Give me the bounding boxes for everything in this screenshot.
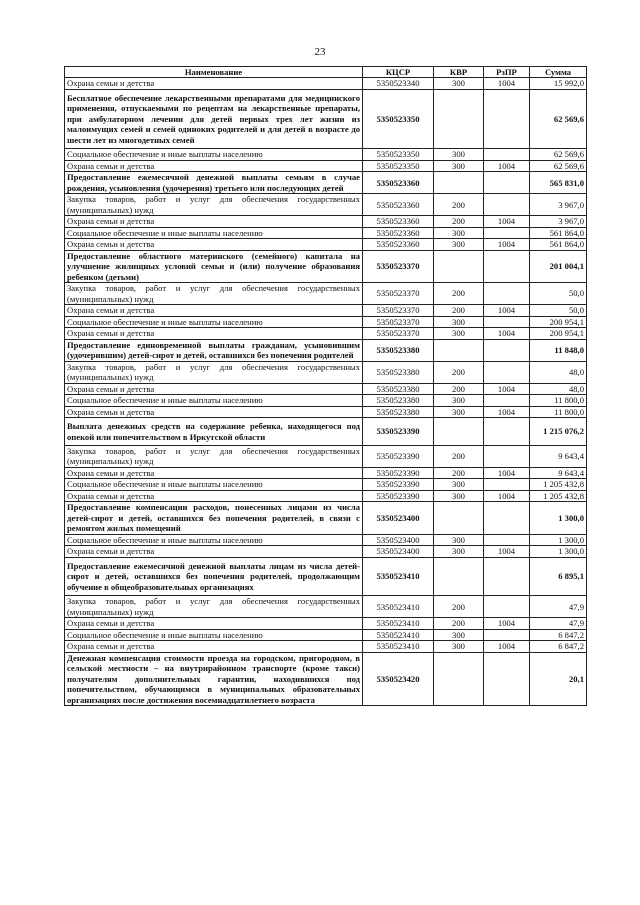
- kvr-cell: 200: [434, 305, 484, 316]
- sum-cell: 50,0: [530, 283, 587, 305]
- table-row: [65, 160, 587, 171]
- sum-cell: 1 205 432,8: [530, 479, 587, 490]
- sum-cell: 62 569,6: [530, 160, 587, 171]
- kvr-cell: [434, 172, 484, 194]
- table-row: [65, 216, 587, 227]
- sum-cell: 11 800,0: [530, 395, 587, 406]
- rzpr-cell: [484, 89, 530, 148]
- rzpr-cell: 1004: [484, 160, 530, 171]
- kvr-cell: 300: [434, 546, 484, 557]
- kvr-cell: [434, 339, 484, 361]
- name-cell: Охрана семьи и детства: [65, 160, 363, 171]
- code-cell: 5350523350: [363, 89, 434, 148]
- kvr-cell: 300: [434, 629, 484, 640]
- sum-cell: 47,9: [530, 618, 587, 629]
- name-cell: Охрана семьи и детства: [65, 328, 363, 339]
- rzpr-cell: [484, 557, 530, 595]
- table-row: [65, 395, 587, 406]
- sum-cell: 3 967,0: [530, 216, 587, 227]
- name-cell: Охрана семьи и детства: [65, 641, 363, 652]
- rzpr-cell: 1004: [484, 467, 530, 478]
- code-cell: 5350523370: [363, 250, 434, 282]
- table-row: [65, 652, 587, 705]
- sum-cell: 1 215 076,2: [530, 418, 587, 446]
- sum-cell: 48,0: [530, 383, 587, 394]
- sum-cell: 561 864,0: [530, 239, 587, 250]
- code-cell: 5350523370: [363, 328, 434, 339]
- name-cell: Социальное обеспечение и иные выплаты населению: [65, 479, 363, 490]
- table-row: [65, 250, 587, 282]
- sum-cell: 1 300,0: [530, 534, 587, 545]
- code-cell: 5350523350: [363, 149, 434, 160]
- name-cell: Закупка товаров, работ и услуг для обеспечения государственных (муниципальных) нужд: [65, 596, 363, 618]
- name-cell: Охрана семьи и детства: [65, 305, 363, 316]
- sum-cell: 1 300,0: [530, 502, 587, 534]
- name-cell: Предоставление единовременной выплаты гражданам, усыновившим (удочерившим) детей-сирот и детей, оставшихся без попечения родителей: [65, 339, 363, 361]
- sum-cell: 201 004,1: [530, 250, 587, 282]
- rzpr-cell: 1004: [484, 305, 530, 316]
- rzpr-cell: [484, 172, 530, 194]
- code-cell: 5350523380: [363, 395, 434, 406]
- kvr-cell: 200: [434, 445, 484, 467]
- table-row: [65, 406, 587, 417]
- name-cell: Предоставление компенсации расходов, понесенных лицами из числа детей-сирот и детей, оставшихся без попечения родителей, в связи с ремонтом жилых помещений: [65, 502, 363, 534]
- name-cell: Денежная компенсация стоимости проезда на городском, пригородном, в сельской местности – на внутрирайонном транспорте (кроме такси) получателям дополнительных гарантии, находившихся под попечительством, обучающимся в муниципальных образовательных организациях после достижения восемнадцатилетнего возраста: [65, 652, 363, 705]
- code-cell: 5350523360: [363, 216, 434, 227]
- header-rzpr: РзПР: [484, 67, 530, 78]
- kvr-cell: [434, 502, 484, 534]
- sum-cell: 47,9: [530, 596, 587, 618]
- name-cell: Охрана семьи и детства: [65, 406, 363, 417]
- kvr-cell: 200: [434, 596, 484, 618]
- kvr-cell: [434, 250, 484, 282]
- code-cell: 5350523400: [363, 502, 434, 534]
- sum-cell: 561 864,0: [530, 227, 587, 238]
- table-row: [65, 618, 587, 629]
- code-cell: 5350523360: [363, 194, 434, 216]
- name-cell: Охрана семьи и детства: [65, 216, 363, 227]
- name-cell: Социальное обеспечение и иные выплаты населению: [65, 227, 363, 238]
- name-cell: Охрана семьи и детства: [65, 78, 363, 89]
- table-body: [65, 78, 587, 706]
- code-cell: 5350523350: [363, 160, 434, 171]
- name-cell: Охрана семьи и детства: [65, 383, 363, 394]
- name-cell: Закупка товаров, работ и услуг для обеспечения государственных (муниципальных) нужд: [65, 361, 363, 383]
- code-cell: 5350523390: [363, 479, 434, 490]
- rzpr-cell: 1004: [484, 641, 530, 652]
- rzpr-cell: 1004: [484, 78, 530, 89]
- rzpr-cell: [484, 395, 530, 406]
- sum-cell: 11 848,0: [530, 339, 587, 361]
- table-row: [65, 316, 587, 327]
- rzpr-cell: [484, 361, 530, 383]
- rzpr-cell: 1004: [484, 618, 530, 629]
- code-cell: 5350523420: [363, 652, 434, 705]
- code-cell: 5350523390: [363, 445, 434, 467]
- table-row: [65, 305, 587, 316]
- rzpr-cell: [484, 194, 530, 216]
- name-cell: Социальное обеспечение и иные выплаты населению: [65, 629, 363, 640]
- rzpr-cell: [484, 445, 530, 467]
- code-cell: 5350523390: [363, 467, 434, 478]
- kvr-cell: 300: [434, 227, 484, 238]
- kvr-cell: 300: [434, 395, 484, 406]
- sum-cell: 9 643,4: [530, 445, 587, 467]
- rzpr-cell: 1004: [484, 216, 530, 227]
- rzpr-cell: [484, 479, 530, 490]
- code-cell: 5350523380: [363, 406, 434, 417]
- code-cell: 5350523370: [363, 283, 434, 305]
- kvr-cell: 300: [434, 328, 484, 339]
- name-cell: Закупка товаров, работ и услуг для обеспечения государственных (муниципальных) нужд: [65, 194, 363, 216]
- name-cell: Выплата денежных средств на содержание ребенка, находящегося под опекой или попечительством в Иркутской области: [65, 418, 363, 446]
- sum-cell: 565 831,0: [530, 172, 587, 194]
- table-header-row: [65, 67, 587, 78]
- rzpr-cell: 1004: [484, 546, 530, 557]
- kvr-cell: 200: [434, 467, 484, 478]
- code-cell: 5350523380: [363, 383, 434, 394]
- kvr-cell: 200: [434, 361, 484, 383]
- code-cell: 5350523360: [363, 172, 434, 194]
- sum-cell: 9 643,4: [530, 467, 587, 478]
- kvr-cell: 300: [434, 78, 484, 89]
- name-cell: Социальное обеспечение и иные выплаты населению: [65, 316, 363, 327]
- table-row: [65, 383, 587, 394]
- code-cell: 5350523360: [363, 239, 434, 250]
- name-cell: Бесплатное обеспечение лекарственными препаратами для медицинского применения, отпускаемыми по рецептам на лекарственные препараты, при амбулаторном лечении для детей первых трех лет жизни из малоимущих семей и семей одиноких родителей и для детей в возрасте до шести лет из многодетных семей: [65, 89, 363, 148]
- sum-cell: 1 300,0: [530, 546, 587, 557]
- table-row: [65, 479, 587, 490]
- name-cell: Закупка товаров, работ и услуг для обеспечения государственных (муниципальных) нужд: [65, 283, 363, 305]
- rzpr-cell: [484, 227, 530, 238]
- name-cell: Предоставление ежемесячной денежной выплаты семьям в случае рождения, усыновления (удочерения) третьего или последующих детей: [65, 172, 363, 194]
- kvr-cell: 300: [434, 149, 484, 160]
- sum-cell: 50,0: [530, 305, 587, 316]
- code-cell: 5350523410: [363, 618, 434, 629]
- code-cell: 5350523340: [363, 78, 434, 89]
- kvr-cell: 300: [434, 160, 484, 171]
- table-row: [65, 534, 587, 545]
- rzpr-cell: [484, 250, 530, 282]
- sum-cell: 11 800,0: [530, 406, 587, 417]
- table-row: [65, 328, 587, 339]
- kvr-cell: [434, 557, 484, 595]
- sum-cell: 48,0: [530, 361, 587, 383]
- kvr-cell: 300: [434, 316, 484, 327]
- rzpr-cell: 1004: [484, 490, 530, 501]
- table-row: [65, 490, 587, 501]
- table-row: [65, 172, 587, 194]
- name-cell: Охрана семьи и детства: [65, 490, 363, 501]
- code-cell: 5350523380: [363, 339, 434, 361]
- rzpr-cell: 1004: [484, 406, 530, 417]
- sum-cell: 15 992,0: [530, 78, 587, 89]
- kvr-cell: 200: [434, 618, 484, 629]
- kvr-cell: 200: [434, 283, 484, 305]
- sum-cell: 62 569,6: [530, 149, 587, 160]
- code-cell: 5350523400: [363, 546, 434, 557]
- code-cell: 5350523390: [363, 490, 434, 501]
- table-row: [65, 418, 587, 446]
- rzpr-cell: 1004: [484, 383, 530, 394]
- table-row: [65, 502, 587, 534]
- rzpr-cell: [484, 652, 530, 705]
- rzpr-cell: [484, 418, 530, 446]
- table-row: [65, 546, 587, 557]
- table-row: [65, 194, 587, 216]
- name-cell: Социальное обеспечение и иные выплаты населению: [65, 149, 363, 160]
- table-row: [65, 557, 587, 595]
- sum-cell: 6 895,1: [530, 557, 587, 595]
- sum-cell: 20,1: [530, 652, 587, 705]
- table-row: [65, 227, 587, 238]
- code-cell: 5350523400: [363, 534, 434, 545]
- code-cell: 5350523410: [363, 557, 434, 595]
- kvr-cell: [434, 652, 484, 705]
- code-cell: 5350523390: [363, 418, 434, 446]
- code-cell: 5350523360: [363, 227, 434, 238]
- rzpr-cell: [484, 316, 530, 327]
- kvr-cell: 200: [434, 383, 484, 394]
- kvr-cell: 200: [434, 216, 484, 227]
- kvr-cell: 300: [434, 406, 484, 417]
- table-row: [65, 467, 587, 478]
- code-cell: 5350523410: [363, 629, 434, 640]
- table-row: [65, 361, 587, 383]
- table-row: [65, 339, 587, 361]
- kvr-cell: 300: [434, 479, 484, 490]
- rzpr-cell: [484, 339, 530, 361]
- code-cell: 5350523370: [363, 305, 434, 316]
- page-number: 23: [314, 46, 326, 58]
- rzpr-cell: 1004: [484, 239, 530, 250]
- sum-cell: 6 847,2: [530, 641, 587, 652]
- code-cell: 5350523380: [363, 361, 434, 383]
- name-cell: Охрана семьи и детства: [65, 546, 363, 557]
- table-row: [65, 239, 587, 250]
- name-cell: Социальное обеспечение и иные выплаты населению: [65, 395, 363, 406]
- code-cell: 5350523410: [363, 596, 434, 618]
- header-name: Наименование: [65, 67, 363, 78]
- kvr-cell: [434, 89, 484, 148]
- rzpr-cell: 1004: [484, 328, 530, 339]
- kvr-cell: 300: [434, 239, 484, 250]
- table-row: [65, 445, 587, 467]
- table-row: [65, 629, 587, 640]
- rzpr-cell: [484, 629, 530, 640]
- rzpr-cell: [484, 502, 530, 534]
- kvr-cell: 200: [434, 194, 484, 216]
- sum-cell: 200 954,1: [530, 328, 587, 339]
- budget-table: [64, 66, 587, 706]
- kvr-cell: 300: [434, 490, 484, 501]
- name-cell: Охрана семьи и детства: [65, 618, 363, 629]
- sum-cell: 6 847,2: [530, 629, 587, 640]
- sum-cell: 62 569,6: [530, 89, 587, 148]
- rzpr-cell: [484, 149, 530, 160]
- table-row: [65, 641, 587, 652]
- header-kvr: КВР: [434, 67, 484, 78]
- sum-cell: 3 967,0: [530, 194, 587, 216]
- rzpr-cell: [484, 596, 530, 618]
- code-cell: 5350523370: [363, 316, 434, 327]
- name-cell: Социальное обеспечение и иные выплаты населению: [65, 534, 363, 545]
- sum-cell: 1 205 432,8: [530, 490, 587, 501]
- table-row: [65, 149, 587, 160]
- kvr-cell: 300: [434, 641, 484, 652]
- name-cell: Закупка товаров, работ и услуг для обеспечения государственных (муниципальных) нужд: [65, 445, 363, 467]
- header-sum: Сумма: [530, 67, 587, 78]
- kvr-cell: 300: [434, 534, 484, 545]
- code-cell: 5350523410: [363, 641, 434, 652]
- table-row: [65, 596, 587, 618]
- name-cell: Охрана семьи и детства: [65, 239, 363, 250]
- table-row: [65, 89, 587, 148]
- header-code: КЦСР: [363, 67, 434, 78]
- sum-cell: 200 954,1: [530, 316, 587, 327]
- name-cell: Охрана семьи и детства: [65, 467, 363, 478]
- name-cell: Предоставление областного материнского (семейного) капитала на улучшение жилищных условий семьи и (или) получение образования ребенком (детьми): [65, 250, 363, 282]
- name-cell: Предоставление ежемесячной денежной выплаты лицам из числа детей-сирот и детей, оставшихся без попечения родителей, продолжающим обучение в общеобразовательных организациях: [65, 557, 363, 595]
- table-row: [65, 283, 587, 305]
- table-row: [65, 78, 587, 89]
- rzpr-cell: [484, 534, 530, 545]
- kvr-cell: [434, 418, 484, 446]
- rzpr-cell: [484, 283, 530, 305]
